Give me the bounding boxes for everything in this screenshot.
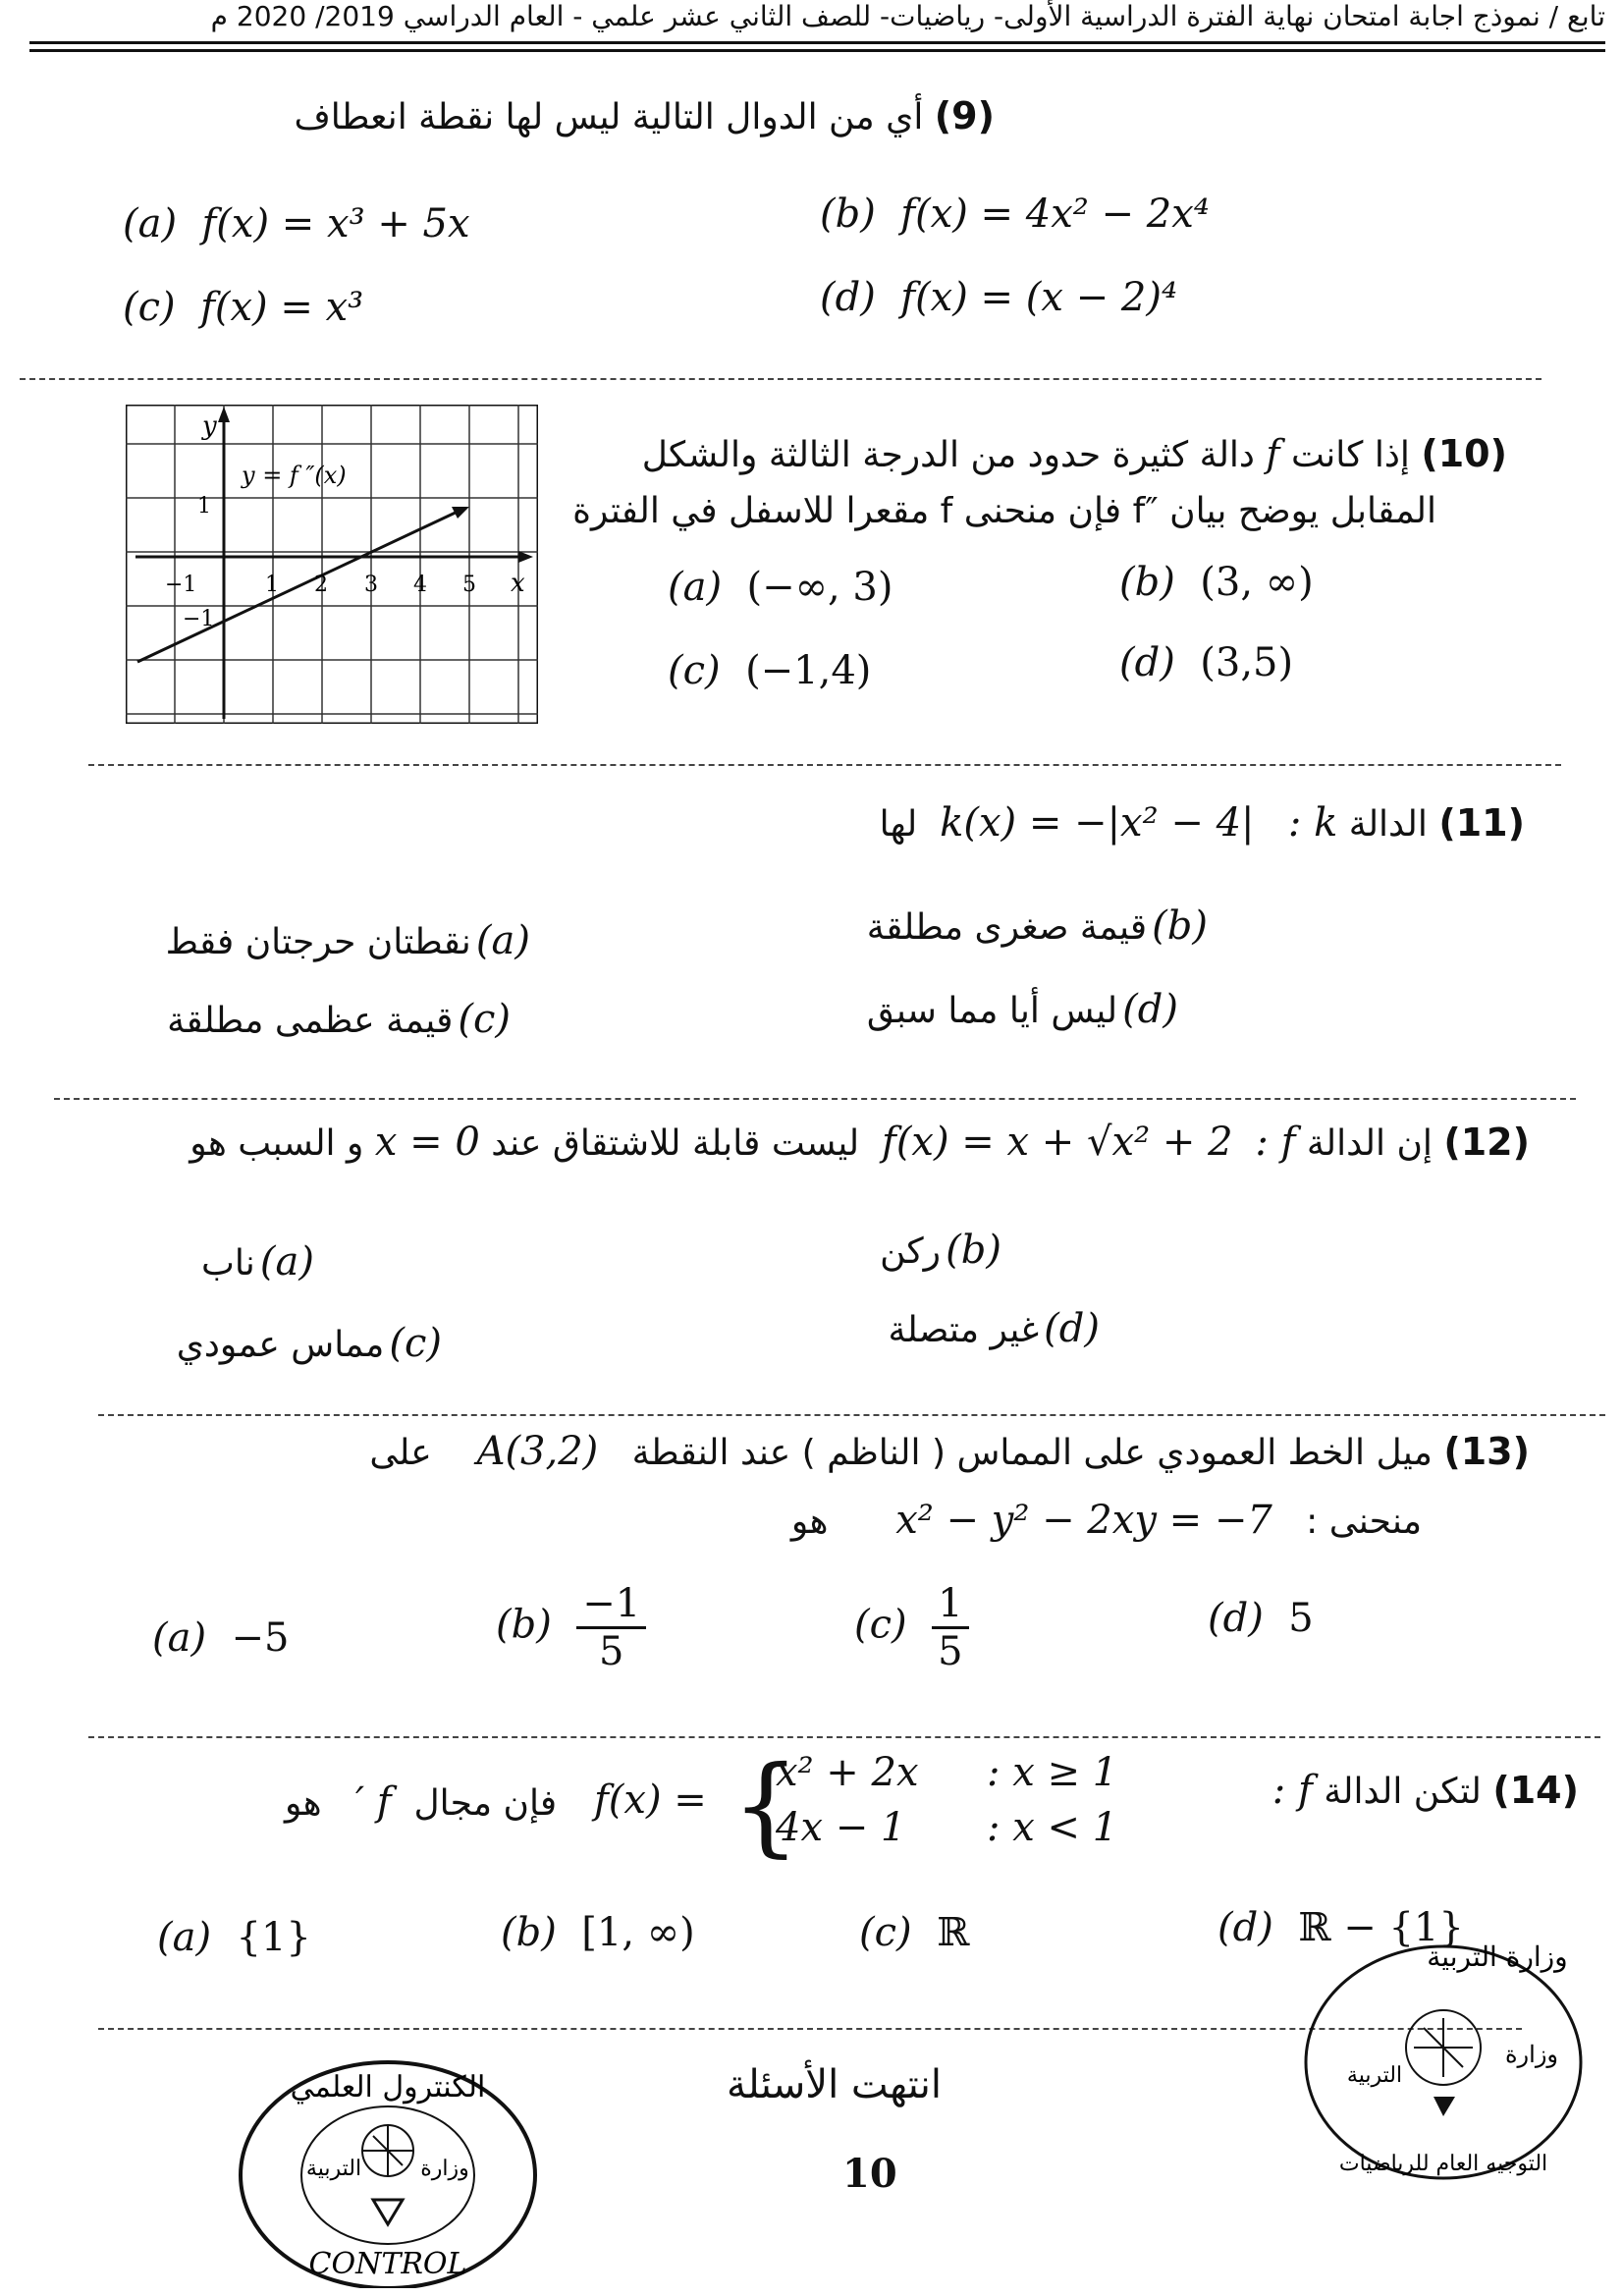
q12-choice-a: (a) ناب: [200, 1239, 314, 1285]
function-label: y = f ″(x): [242, 462, 347, 489]
q10-choice-a: (a) (−∞, 3): [668, 565, 893, 610]
q13-number: (13): [1443, 1430, 1530, 1473]
q12-choice-c: (c) مماس عمودي: [176, 1321, 442, 1366]
control-stamp: [231, 2052, 545, 2288]
svg-text:التربية: التربية: [1346, 2063, 1403, 2088]
x-tick-2: 2: [314, 573, 328, 597]
q14-choice-c: (c) ℝ: [859, 1910, 970, 1955]
svg-text:الكنترول العلمي: الكنترول العلمي: [290, 2070, 486, 2105]
q14-number: (14): [1492, 1769, 1579, 1812]
piecewise-brace: {: [731, 1742, 800, 1868]
svg-text:CONTROL: CONTROL: [308, 2247, 467, 2281]
graph-frame: [126, 405, 538, 724]
q10-choice-c: (c) (−1,4): [668, 648, 872, 693]
separator: [54, 1098, 1576, 1100]
y-tick-neg1: −1: [183, 607, 215, 631]
q11-number: (11): [1438, 801, 1525, 845]
page-header: تابع / نموذج اجابة امتحان نهاية الفترة الدراسية الأولى- رياضيات- للصف الثاني عشر علمي - العام الدراسي 2019/ 2020 م: [210, 0, 1605, 32]
q10-number: (10): [1421, 432, 1507, 475]
q9-choice-b: (b) f(x) = 4x² − 2x⁴: [820, 191, 1210, 237]
separator: [88, 1736, 1600, 1738]
q14-piece2-cond: : x < 1: [987, 1805, 1118, 1850]
separator: [88, 764, 1561, 766]
q10-text-line1: (10) إذا كانت f دالة كثيرة حدود من الدرجة الثالثة والشكل: [641, 432, 1507, 475]
q13-choice-c: (c) $\frac{1}{5}$: [854, 1581, 969, 1674]
q10-text-line2: المقابل يوضح بيان ″f فإن منحنى f مقعرا للاسفل في الفترة: [572, 491, 1436, 531]
q11-choice-c: (c) قيمة عظمى مطلقة: [167, 997, 511, 1042]
q13-text-line2: منحنى : x² − y² − 2xy = −7 هو: [790, 1498, 1422, 1543]
q14-choice-b: (b) [1, ∞): [501, 1910, 695, 1955]
q9-number: (9): [934, 94, 995, 137]
q9-choice-a: (a) f(x) = x³ + 5x: [123, 201, 470, 246]
q13-choice-b: (b) $\frac{-1}{5}$: [496, 1581, 646, 1674]
q14-intro: (14) لتكن الدالة f :: [1271, 1768, 1579, 1813]
x-tick-5: 5: [462, 573, 476, 597]
q14-piece1-cond: : x ≥ 1: [987, 1750, 1118, 1795]
q14-piece2-expr: 4x − 1: [776, 1805, 906, 1850]
q14-function-lhs: f(x) =: [594, 1777, 707, 1823]
q14-piece1-expr: x² + 2x: [776, 1750, 919, 1795]
x-tick-3: 3: [364, 573, 378, 597]
ministry-stamp: [1296, 1925, 1600, 2195]
svg-text:وزارة: وزارة: [1504, 2041, 1559, 2068]
x-tick-neg1: −1: [165, 573, 197, 597]
header-rule-2: [29, 49, 1605, 52]
svg-text:التوجيه العام للرياضيات: التوجيه العام للرياضيات: [1338, 2152, 1548, 2176]
separator: [20, 378, 1542, 380]
q9-choice-d: (d) f(x) = (x − 2)⁴: [820, 275, 1177, 320]
svg-text:وزارة: وزارة: [420, 2157, 469, 2181]
svg-text:وزارة التربية: وزارة التربية: [1427, 1941, 1568, 1973]
q9-text: (9) أي من الدوال التالية ليس لها نقطة انعطاف: [294, 94, 995, 137]
x-tick-1: 1: [265, 573, 279, 597]
q10-choice-b: (b) (3, ∞): [1119, 560, 1314, 605]
q12-choice-d: (d) غير متصلة: [888, 1306, 1100, 1351]
svg-text:التربية: التربية: [305, 2157, 362, 2181]
end-of-questions: انتهت الأسئلة: [727, 2062, 942, 2107]
separator: [98, 1414, 1605, 1416]
y-label: y: [202, 411, 217, 441]
q9-choice-c: (c) f(x) = x³: [123, 285, 364, 330]
q11-text: (11) الدالة k : k(x) = −|x² − 4| لها: [879, 800, 1525, 846]
q10-graph: [126, 405, 538, 724]
q13-choice-a: (a) −5: [152, 1615, 290, 1661]
q12-number: (12): [1443, 1121, 1530, 1164]
q11-choice-a: (a) نقطتان حرجتان فقط: [165, 918, 530, 963]
header-rule: [29, 41, 1605, 44]
q12-text: (12) إن الدالة f : f(x) = x + √x² + 2 ليست قابلة للاشتقاق عند x = 0 و السبب هو: [189, 1120, 1530, 1165]
q12-choice-b: (b) ركن: [880, 1228, 1001, 1273]
q13-choice-d: (d) 5: [1208, 1596, 1314, 1641]
page-number: 10: [842, 2151, 897, 2197]
x-tick-4: 4: [413, 573, 427, 597]
q11-choice-b: (b) قيمة صغرى مطلقة: [866, 903, 1208, 949]
q14-choice-a: (a) {1}: [157, 1915, 311, 1960]
q14-domain-text: فإن مجال f ′ هو: [285, 1779, 558, 1825]
y-tick-1: 1: [197, 494, 211, 519]
x-label: x: [511, 569, 525, 598]
q14-choice-d: (d) ℝ − {1}: [1217, 1905, 1464, 1950]
q13-text-line1: (13) ميل الخط العمودي على المماس ( الناظم ) عند النقطة A(3,2) على: [369, 1429, 1530, 1474]
q11-choice-d: (d) ليس أيا مما سبق: [866, 987, 1178, 1032]
q10-choice-d: (d) (3,5): [1119, 640, 1294, 685]
